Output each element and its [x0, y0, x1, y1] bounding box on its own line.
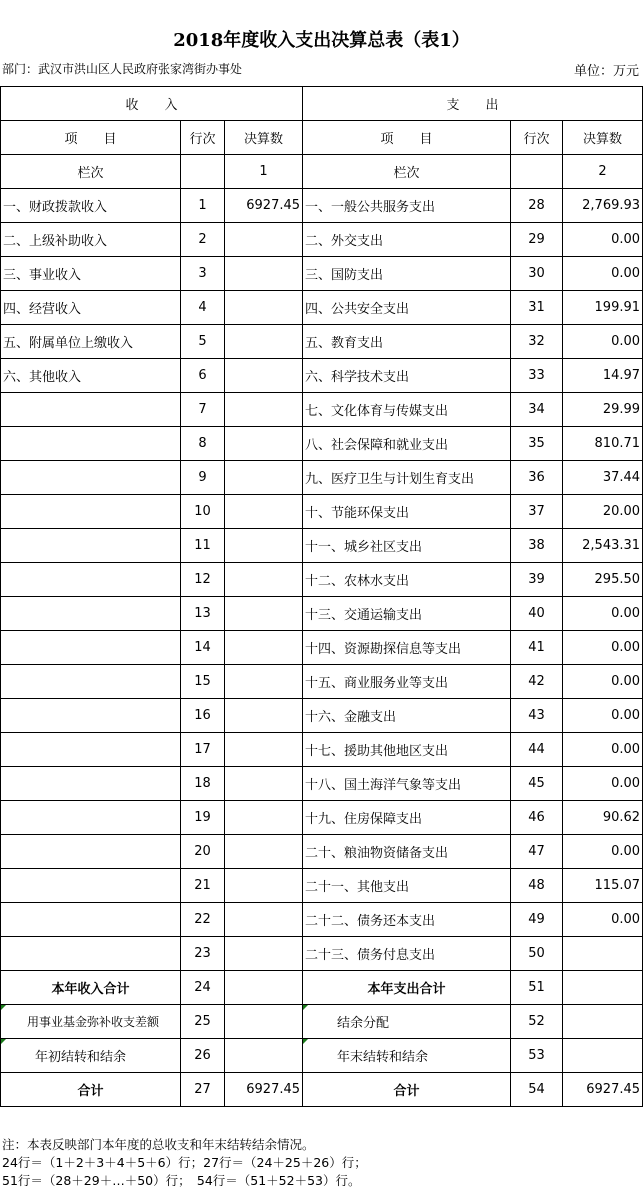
- income-row-no: 6: [181, 359, 225, 393]
- expense-amount: 2,769.93: [563, 189, 643, 223]
- expense-row-no: 50: [511, 937, 563, 971]
- summary-income-row-no: 24: [181, 971, 225, 1005]
- summary-income-amount: 6927.45: [225, 1073, 303, 1107]
- expense-amount: 0.00: [563, 631, 643, 665]
- expense-amount-header: 决算数: [563, 121, 643, 155]
- table-row: [1, 597, 643, 631]
- table-row: [1, 869, 643, 903]
- income-amount: [225, 223, 303, 257]
- income-amount: [225, 903, 303, 937]
- income-row-no: 19: [181, 801, 225, 835]
- income-item-header: 项 目: [1, 121, 181, 155]
- expense-amount: 0.00: [563, 325, 643, 359]
- expense-item: 三、国防支出: [303, 257, 511, 291]
- expense-item: 八、社会保障和就业支出: [303, 427, 511, 461]
- income-row-no: 3: [181, 257, 225, 291]
- income-amount: [225, 563, 303, 597]
- note-line: 24行＝（1＋2＋3＋4＋5＋6）行；27行＝（24＋25＋26）行；: [2, 1155, 367, 1170]
- expense-row-no: 36: [511, 461, 563, 495]
- table-notes: [2, 1136, 367, 1190]
- expense-item: 一、一般公共服务支出: [303, 189, 511, 223]
- income-item: 四、经营收入: [1, 291, 181, 325]
- income-item: [1, 631, 181, 665]
- income-amount: [225, 937, 303, 971]
- income-amount: [225, 631, 303, 665]
- expense-amount: 29.99: [563, 393, 643, 427]
- expense-row-no: 29: [511, 223, 563, 257]
- expense-amount: 115.07: [563, 869, 643, 903]
- income-item: 三、事业收入: [1, 257, 181, 291]
- income-row-no: 18: [181, 767, 225, 801]
- expense-item: 九、医疗卫生与计划生育支出: [303, 461, 511, 495]
- income-row-no: 15: [181, 665, 225, 699]
- expense-amount: 2,543.31: [563, 529, 643, 563]
- income-row-no: 9: [181, 461, 225, 495]
- expense-row-no: 48: [511, 869, 563, 903]
- income-amount: [225, 529, 303, 563]
- income-row-no: 13: [181, 597, 225, 631]
- income-column-rowno: [181, 155, 225, 189]
- income-item: [1, 495, 181, 529]
- income-amount: [225, 393, 303, 427]
- expense-amount: 810.71: [563, 427, 643, 461]
- income-amount: 6927.45: [225, 189, 303, 223]
- expense-amount: 0.00: [563, 257, 643, 291]
- table-row: [1, 903, 643, 937]
- expense-item: 二十三、债务付息支出: [303, 937, 511, 971]
- table-row: [1, 733, 643, 767]
- summary-income-row-no: 25: [181, 1005, 225, 1039]
- expense-column-rowno: [511, 155, 563, 189]
- expense-column-label: 栏次: [303, 155, 511, 189]
- expense-row-no: 34: [511, 393, 563, 427]
- expense-row-no: 33: [511, 359, 563, 393]
- expense-column-number: 2: [563, 155, 643, 189]
- income-item: [1, 699, 181, 733]
- expense-row-no: 40: [511, 597, 563, 631]
- income-item: [1, 733, 181, 767]
- table-row: [1, 699, 643, 733]
- income-row-no: 22: [181, 903, 225, 937]
- expense-rowno-header: 行次: [511, 121, 563, 155]
- expense-amount: 20.00: [563, 495, 643, 529]
- table-row: [1, 359, 643, 393]
- expense-row-no: 47: [511, 835, 563, 869]
- income-amount: [225, 461, 303, 495]
- income-item: [1, 937, 181, 971]
- expense-header: 支 出: [303, 87, 643, 121]
- table-row: [1, 631, 643, 665]
- income-item: 六、其他收入: [1, 359, 181, 393]
- expense-item: 十一、城乡社区支出: [303, 529, 511, 563]
- table-row: [1, 291, 643, 325]
- expense-item: 十八、国土海洋气象等支出: [303, 767, 511, 801]
- income-column-number: 1: [225, 155, 303, 189]
- expense-amount: 0.00: [563, 665, 643, 699]
- expense-row-no: 46: [511, 801, 563, 835]
- table-row: [1, 325, 643, 359]
- expense-amount: 0.00: [563, 903, 643, 937]
- income-item: [1, 903, 181, 937]
- table-row: [1, 835, 643, 869]
- income-item: [1, 597, 181, 631]
- summary-row: [1, 1039, 643, 1073]
- income-item: [1, 427, 181, 461]
- expense-item: 十二、农林水支出: [303, 563, 511, 597]
- income-row-no: 14: [181, 631, 225, 665]
- expense-item: 十九、住房保障支出: [303, 801, 511, 835]
- expense-item: 二十、粮油物资储备支出: [303, 835, 511, 869]
- summary-income-row-no: 27: [181, 1073, 225, 1107]
- income-item: [1, 835, 181, 869]
- expense-item: 五、教育支出: [303, 325, 511, 359]
- income-item: 五、附属单位上缴收入: [1, 325, 181, 359]
- income-amount: [225, 495, 303, 529]
- summary-expense-row-no: 52: [511, 1005, 563, 1039]
- income-item: [1, 767, 181, 801]
- table-row: [1, 665, 643, 699]
- expense-item: 十四、资源勘探信息等支出: [303, 631, 511, 665]
- expense-item: 四、公共安全支出: [303, 291, 511, 325]
- table-row: [1, 189, 643, 223]
- summary-row: [1, 971, 643, 1005]
- expense-row-no: 37: [511, 495, 563, 529]
- income-amount-header: 决算数: [225, 121, 303, 155]
- expense-item: 十五、商业服务业等支出: [303, 665, 511, 699]
- income-row-no: 5: [181, 325, 225, 359]
- summary-row: [1, 1073, 643, 1107]
- summary-income-item: 用事业基金弥补收支差额: [1, 1005, 181, 1039]
- income-item: [1, 461, 181, 495]
- expense-row-no: 35: [511, 427, 563, 461]
- note-line: 注：本表反映部门本年度的总收支和年末结转结余情况。: [2, 1137, 315, 1152]
- summary-expense-item: 合计: [303, 1073, 511, 1107]
- table-row: [1, 801, 643, 835]
- summary-row: [1, 1005, 643, 1039]
- expense-row-no: 38: [511, 529, 563, 563]
- income-amount: [225, 767, 303, 801]
- income-header: 收 入: [1, 87, 303, 121]
- expense-row-no: 30: [511, 257, 563, 291]
- income-row-no: 23: [181, 937, 225, 971]
- summary-income-amount: [225, 971, 303, 1005]
- summary-expense-row-no: 51: [511, 971, 563, 1005]
- summary-expense-item: 年末结转和结余: [303, 1039, 511, 1073]
- expense-item: 六、科学技术支出: [303, 359, 511, 393]
- summary-income-amount: [225, 1039, 303, 1073]
- expense-row-no: 28: [511, 189, 563, 223]
- summary-income-item: 本年收入合计: [1, 971, 181, 1005]
- summary-expense-item: 本年支出合计: [303, 971, 511, 1005]
- summary-expense-row-no: 54: [511, 1073, 563, 1107]
- expense-row-no: 31: [511, 291, 563, 325]
- expense-row-no: 42: [511, 665, 563, 699]
- expense-amount: 199.91: [563, 291, 643, 325]
- table-row: [1, 563, 643, 597]
- summary-expense-amount: [563, 971, 643, 1005]
- summary-income-item: 合计: [1, 1073, 181, 1107]
- expense-item: 二十一、其他支出: [303, 869, 511, 903]
- table-row: [1, 427, 643, 461]
- expense-amount: 0.00: [563, 835, 643, 869]
- summary-expense-amount: 6927.45: [563, 1073, 643, 1107]
- income-row-no: 10: [181, 495, 225, 529]
- summary-expense-row-no: 53: [511, 1039, 563, 1073]
- income-amount: [225, 665, 303, 699]
- income-row-no: 16: [181, 699, 225, 733]
- note-line: 51行＝（28＋29＋…＋50）行； 54行＝（51＋52＋53）行。: [2, 1173, 361, 1188]
- income-amount: [225, 869, 303, 903]
- expense-amount: 0.00: [563, 223, 643, 257]
- income-amount: [225, 597, 303, 631]
- table-row: [1, 529, 643, 563]
- income-item: 一、财政拨款收入: [1, 189, 181, 223]
- income-row-no: 20: [181, 835, 225, 869]
- income-item: [1, 801, 181, 835]
- expense-item: 七、文化体育与传媒支出: [303, 393, 511, 427]
- expense-row-no: 44: [511, 733, 563, 767]
- expense-row-no: 39: [511, 563, 563, 597]
- income-amount: [225, 257, 303, 291]
- income-item: 二、上级补助收入: [1, 223, 181, 257]
- expense-item: 十七、援助其他地区支出: [303, 733, 511, 767]
- income-amount: [225, 801, 303, 835]
- unit-label: 单位：万元: [573, 64, 639, 79]
- report-title: 2018年度收入支出决算总表（表1）: [173, 30, 470, 51]
- table-row: [1, 223, 643, 257]
- table-row: [1, 767, 643, 801]
- income-row-no: 2: [181, 223, 225, 257]
- income-row-no: 4: [181, 291, 225, 325]
- table-row: [1, 257, 643, 291]
- summary-income-amount: [225, 1005, 303, 1039]
- income-item: [1, 393, 181, 427]
- expense-row-no: 41: [511, 631, 563, 665]
- table-row: [1, 495, 643, 529]
- income-row-no: 1: [181, 189, 225, 223]
- summary-expense-amount: [563, 1005, 643, 1039]
- income-column-label: 栏次: [1, 155, 181, 189]
- income-amount: [225, 733, 303, 767]
- expense-amount: 14.97: [563, 359, 643, 393]
- expense-amount: 0.00: [563, 597, 643, 631]
- income-row-no: 17: [181, 733, 225, 767]
- income-amount: [225, 427, 303, 461]
- income-row-no: 8: [181, 427, 225, 461]
- table-row: [1, 461, 643, 495]
- income-expense-table: [0, 86, 643, 1107]
- summary-income-row-no: 26: [181, 1039, 225, 1073]
- table-row: [1, 937, 643, 971]
- income-item: [1, 869, 181, 903]
- income-row-no: 11: [181, 529, 225, 563]
- expense-item: 十三、交通运输支出: [303, 597, 511, 631]
- expense-amount: 0.00: [563, 767, 643, 801]
- expense-item: 十、节能环保支出: [303, 495, 511, 529]
- income-amount: [225, 359, 303, 393]
- expense-amount: 0.00: [563, 733, 643, 767]
- income-row-no: 7: [181, 393, 225, 427]
- expense-item: 十六、金融支出: [303, 699, 511, 733]
- income-item: [1, 529, 181, 563]
- expense-amount: 295.50: [563, 563, 643, 597]
- expense-row-no: 43: [511, 699, 563, 733]
- expense-item: 二、外交支出: [303, 223, 511, 257]
- income-row-no: 21: [181, 869, 225, 903]
- summary-expense-amount: [563, 1039, 643, 1073]
- expense-row-no: 45: [511, 767, 563, 801]
- income-rowno-header: 行次: [181, 121, 225, 155]
- table-row: [1, 393, 643, 427]
- income-amount: [225, 325, 303, 359]
- expense-amount: 0.00: [563, 699, 643, 733]
- income-item: [1, 563, 181, 597]
- expense-row-no: 49: [511, 903, 563, 937]
- income-amount: [225, 291, 303, 325]
- summary-income-item: 年初结转和结余: [1, 1039, 181, 1073]
- expense-item-header: 项 目: [303, 121, 511, 155]
- income-amount: [225, 699, 303, 733]
- income-amount: [225, 835, 303, 869]
- expense-item: 二十二、债务还本支出: [303, 903, 511, 937]
- expense-amount: [563, 937, 643, 971]
- summary-expense-item: 结余分配: [303, 1005, 511, 1039]
- expense-amount: 37.44: [563, 461, 643, 495]
- income-row-no: 12: [181, 563, 225, 597]
- expense-amount: 90.62: [563, 801, 643, 835]
- department-label: 部门：武汉市洪山区人民政府张家湾街办事处: [2, 62, 243, 76]
- expense-row-no: 32: [511, 325, 563, 359]
- income-item: [1, 665, 181, 699]
